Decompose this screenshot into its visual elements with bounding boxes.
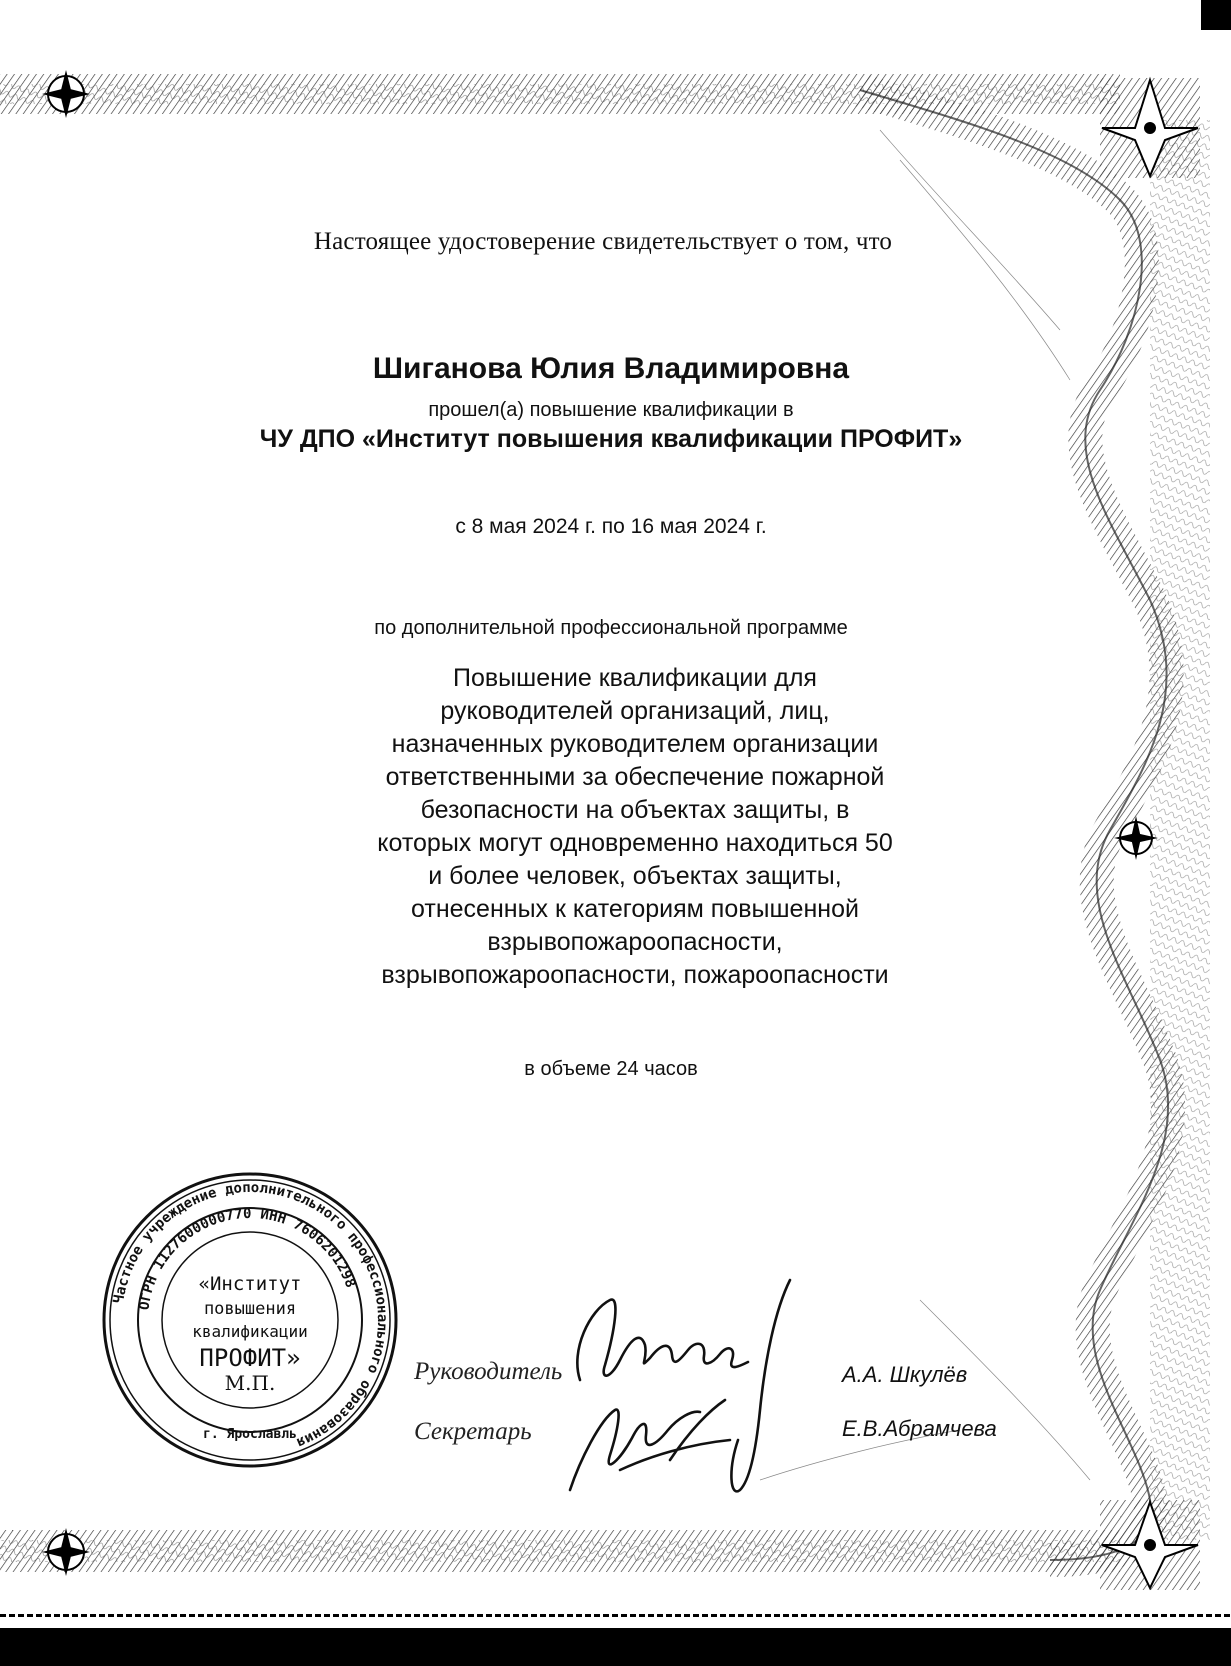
- secretary-signature: [570, 1400, 730, 1490]
- handwritten-signatures: [560, 1270, 820, 1510]
- hours-volume: в объеме 24 часов: [524, 1058, 698, 1080]
- scan-mark: [1201, 0, 1231, 30]
- seal-center-line: М.П.: [224, 1371, 276, 1395]
- institution-name: ЧУ ДПО «Институт повышения квалификации ПРОФИТ»: [259, 425, 963, 453]
- program-title: [315, 662, 955, 992]
- program-line: Повышение квалификации для: [453, 664, 817, 692]
- seal-center-line: повышения: [203, 1299, 297, 1319]
- program-line: взрывопожароопасности,: [487, 928, 783, 956]
- program-line: безопасности на объектах защиты, в: [420, 796, 850, 824]
- intro-text: Настоящее удостоверение свидетельствует о том, что: [313, 228, 893, 255]
- program-intro: по дополнительной профессиональной программе: [374, 617, 848, 639]
- secretary-name: Е.В.Абрамчева: [842, 1416, 997, 1441]
- institution-seal: [100, 1170, 400, 1470]
- seal-outer-text: Частное учреждение дополнительного профессионального образования: [111, 1179, 391, 1451]
- program-line: ответственными за обеспечение пожарной: [385, 763, 885, 791]
- head-role: Руководитель: [414, 1358, 563, 1385]
- seal-inner-ring: ОГРН 1127600000770 ИНН 7606201298: [136, 1205, 359, 1312]
- secretary-role: Секретарь: [414, 1418, 532, 1445]
- program-line: руководителей организаций, лиц,: [440, 697, 830, 725]
- seal-center-line: «Институт: [198, 1273, 302, 1295]
- program-line: назначенных руководителем организации: [391, 730, 879, 758]
- program-line: которых могут одновременно находиться 50: [377, 829, 893, 857]
- program-line: взрывопожароопасности, пожароопасности: [381, 961, 889, 989]
- head-signature: [577, 1300, 748, 1380]
- program-line: и более человек, объектах защиты,: [428, 862, 842, 890]
- program-line: отнесенных к категориям повышенной: [411, 895, 859, 923]
- passed-text: прошел(а) повышение квалификации в: [428, 399, 794, 421]
- recipient-name: Шиганова Юлия Владимировна: [372, 352, 850, 385]
- seal-center-line: квалификации: [192, 1322, 308, 1341]
- corner-ornament-bottom: [1100, 1500, 1200, 1590]
- seal-center-line: ПРОФИТ»: [199, 1344, 301, 1372]
- training-dates: с 8 мая 2024 г. по 16 мая 2024 г.: [455, 515, 767, 538]
- scan-edge-bar: [0, 1628, 1231, 1666]
- head-name: А.А. Шкулёв: [842, 1362, 968, 1387]
- corner-ornament-top: [1100, 78, 1200, 178]
- seal-city: г. Ярославль: [203, 1427, 297, 1442]
